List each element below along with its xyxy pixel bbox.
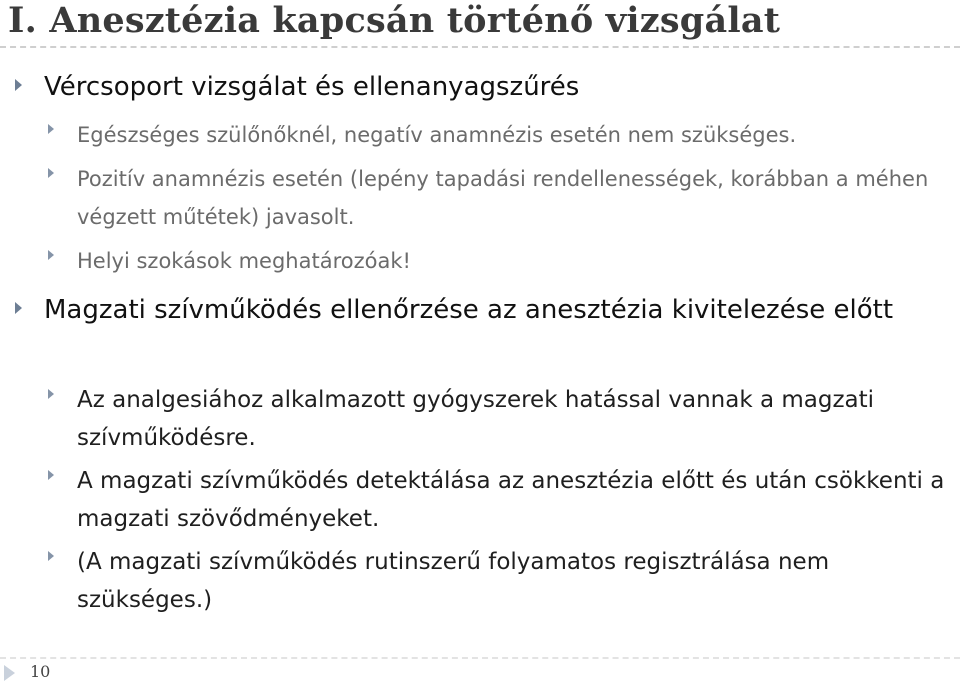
sub-bullet-item xyxy=(77,242,947,280)
sub-bullet-text: A magzati szívműködés detektálása az anesztézia előtt és után csökkenti a magzati szövődményeket. xyxy=(77,468,945,532)
slide-title: I. Anesztézia kapcsán történő vizsgálat xyxy=(8,0,781,41)
triangle-right-icon xyxy=(48,250,54,260)
sub-bullet-item xyxy=(77,543,947,619)
sub-bullet-text: Egészséges szülőnőknél, negatív anamnézis esetén nem szükséges. xyxy=(77,123,797,147)
triangle-right-icon xyxy=(48,470,54,480)
sub-bullet-item xyxy=(77,160,947,236)
sub-bullet-item xyxy=(77,116,947,154)
triangle-right-icon xyxy=(48,168,54,178)
triangle-right-icon xyxy=(15,79,22,91)
footer-marker xyxy=(0,660,28,686)
triangle-right-icon xyxy=(48,124,54,134)
title-divider xyxy=(0,46,960,48)
bullet-text: Vércsoport vizsgálat és ellenanyagszűrés xyxy=(44,72,580,102)
sub-bullet-text: Helyi szokások meghatározóak! xyxy=(77,249,411,273)
triangle-right-icon xyxy=(48,551,54,561)
triangle-right-icon xyxy=(48,389,54,399)
page-number: 10 xyxy=(30,662,51,681)
sub-bullet-text: (A magzati szívműködés rutinszerű folyamatos regisztrálása nem szükséges.) xyxy=(77,549,830,613)
triangle-right-icon xyxy=(4,665,15,681)
bullet-text: Magzati szívműködés ellenőrzése az anesztézia kivitelezése előtt xyxy=(44,295,894,325)
sub-bullet-text: Pozitív anamnézis esetén (lepény tapadási rendellenességek, korábban a méhen végzett műtétek) javasolt. xyxy=(77,167,929,229)
bullet-item xyxy=(44,292,944,329)
sub-bullet-item xyxy=(77,462,947,538)
bullet-item xyxy=(44,69,944,106)
triangle-right-icon xyxy=(15,302,22,314)
sub-bullet-item xyxy=(77,381,947,457)
footer-divider xyxy=(0,657,960,659)
sub-bullet-text: Az analgesiához alkalmazott gyógyszerek hatással vannak a magzati szívműködésre. xyxy=(77,387,875,451)
